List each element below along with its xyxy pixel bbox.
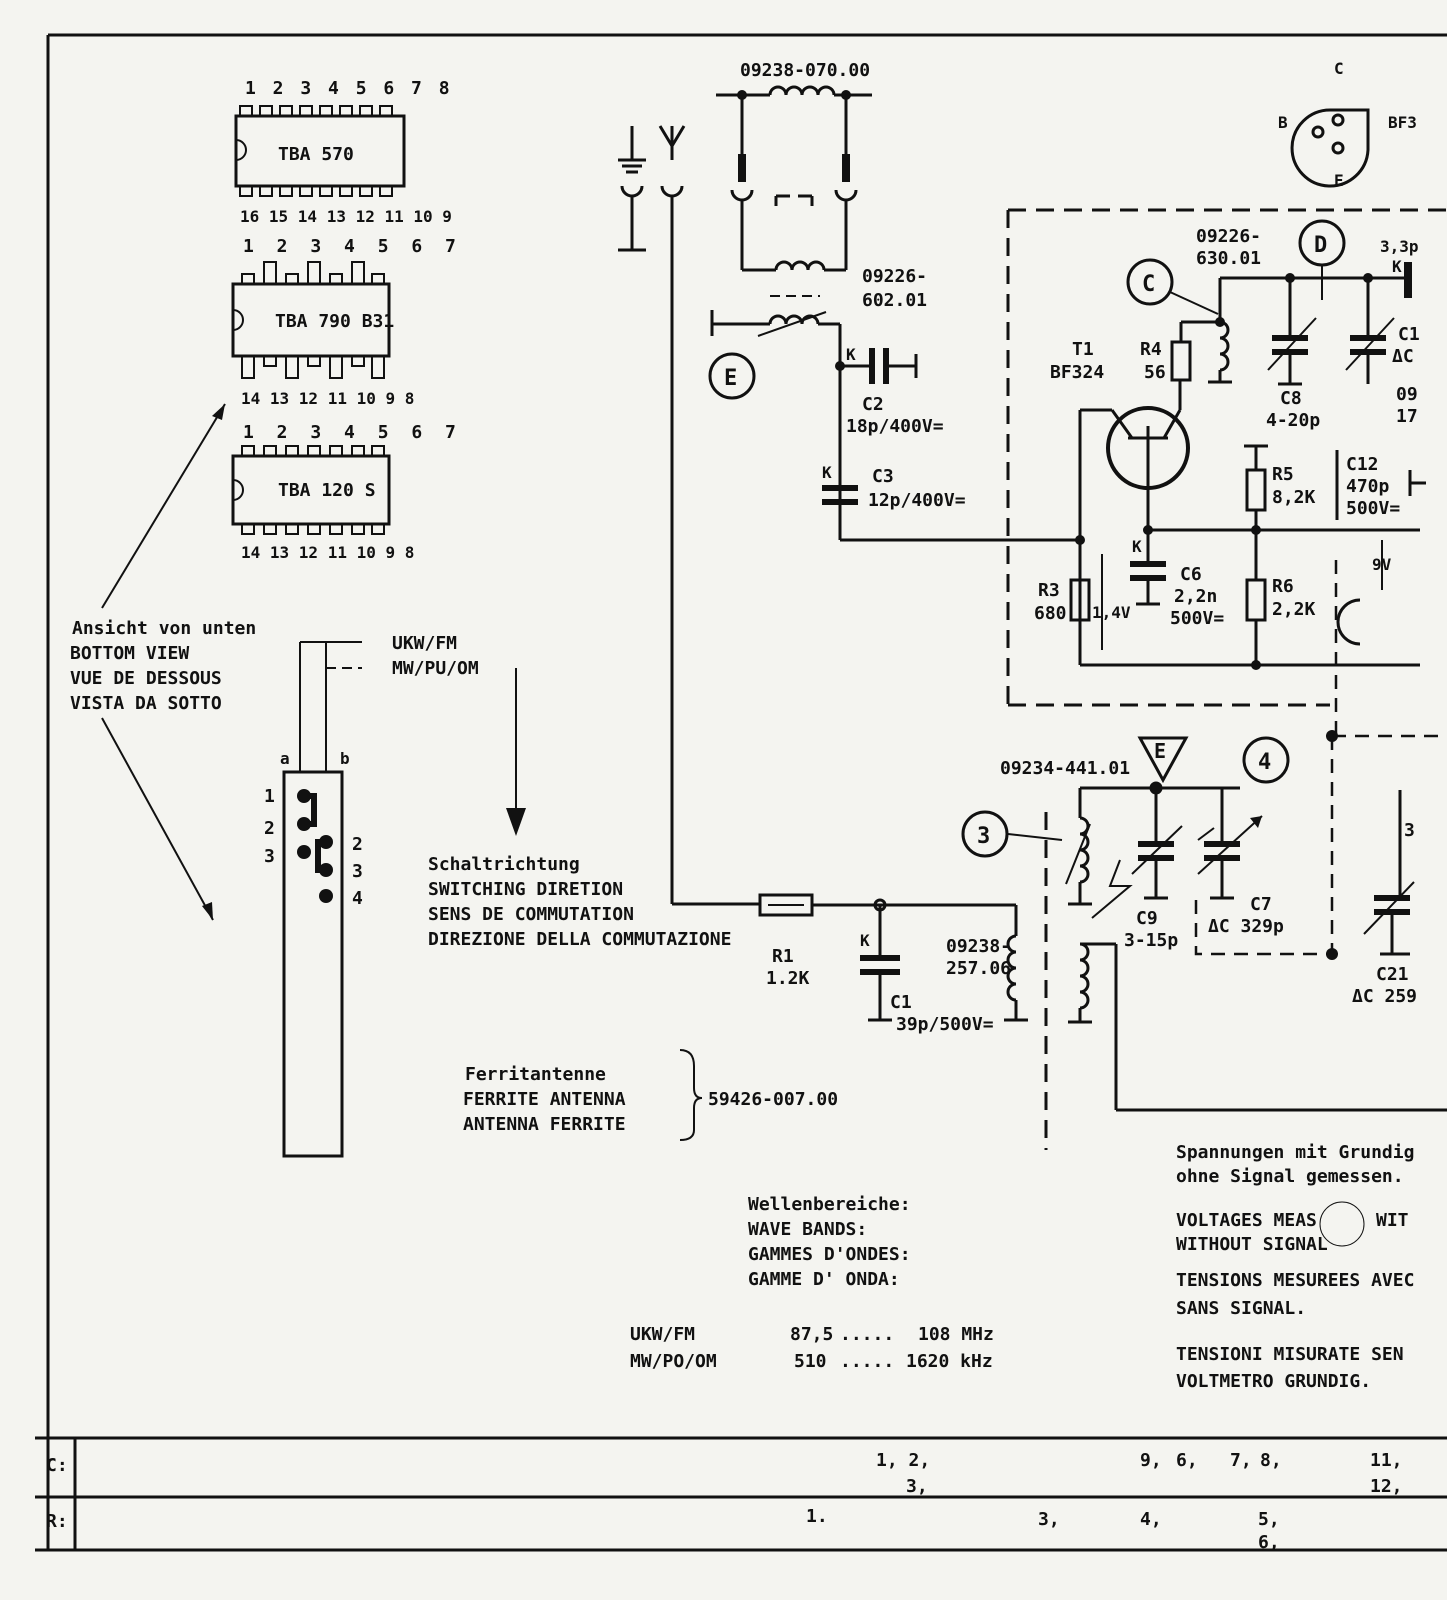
- wavebands-de: Wellenbereiche:: [748, 1194, 911, 1215]
- r3-name: R3: [1038, 580, 1060, 601]
- c8-name: C8: [1280, 388, 1302, 409]
- c6-voltage: 500V=: [1170, 608, 1225, 629]
- ferrite-antenna-note: [463, 1050, 838, 1140]
- resistor-r4: [1140, 322, 1220, 383]
- c1-k-label: K: [860, 931, 870, 950]
- pinout-e: E: [1334, 171, 1344, 190]
- switch-band-fm: UKW/FM: [392, 633, 458, 654]
- voltage-9v-probe: [1336, 540, 1392, 740]
- ic-tba120s: [233, 422, 462, 562]
- voltage-note-en-1b: WIT: [1376, 1210, 1409, 1231]
- r5-name: R5: [1272, 464, 1294, 485]
- r6-name: R6: [1272, 576, 1294, 597]
- coil-09238-070: [716, 60, 872, 270]
- c2-name: C2: [862, 394, 884, 415]
- waveband-row-mw-band: MW/PO/OM: [630, 1351, 717, 1372]
- marker-d: D: [1314, 233, 1328, 258]
- antenna-inputs: [618, 126, 760, 904]
- index-r-3: 4,: [1140, 1509, 1162, 1530]
- direction-it: DIREZIONE DELLA COMMUTAZIONE: [428, 929, 732, 950]
- c3-k-label: K: [822, 463, 832, 482]
- index-c-2: 3,: [906, 1476, 928, 1497]
- c1-name: C1: [890, 992, 912, 1013]
- c8-value: 4-20p: [1266, 410, 1321, 431]
- wave-bands: [630, 1194, 994, 1372]
- switch-right-pin-3: 3: [352, 861, 363, 882]
- coil-602-label-1: 09226-: [862, 266, 928, 287]
- capacitor-right-partial: [1346, 237, 1420, 427]
- waveband-row-mw-dots: .....: [840, 1351, 895, 1372]
- coil-441-label: 09234-441.01: [1000, 758, 1131, 779]
- ic-tba790: [233, 236, 462, 408]
- c2-k-label: K: [846, 345, 856, 364]
- r1-name: R1: [772, 946, 794, 967]
- voltage-note-fr-2: SANS SIGNAL.: [1176, 1298, 1307, 1319]
- switch-col-b: b: [340, 749, 350, 768]
- voltage-note-en-2: WITHOUT SIGNAL: [1176, 1234, 1328, 1255]
- ic-tba570-top-pins: 1 2 3 4 5 6 7 8: [245, 78, 453, 99]
- marker-4: 4: [1258, 750, 1272, 775]
- index-c-7: 11,: [1370, 1450, 1403, 1471]
- coil-09238-257: [946, 905, 1028, 1020]
- r1-value: 1.2K: [766, 968, 810, 989]
- index-c-6: 8,: [1260, 1450, 1282, 1471]
- direction-de: Schaltrichtung: [428, 854, 580, 875]
- ic-tba120s-top-pins: 1 2 3 4 5 6 7: [243, 422, 462, 443]
- c12-name: C12: [1346, 454, 1379, 475]
- voltage-note: [1176, 1142, 1414, 1392]
- pinout-b: B: [1278, 113, 1288, 132]
- c3-value: 12p/400V=: [868, 490, 966, 511]
- index-r-5: 6,: [1258, 1532, 1280, 1553]
- c21-value: ΔC 259: [1352, 986, 1418, 1007]
- voltage-note-fr-1: TENSIONS MESUREES AVEC: [1176, 1270, 1415, 1291]
- waveband-row-fm-from: 87,5: [790, 1324, 834, 1345]
- switch-col-a: a: [280, 749, 290, 768]
- capacitor-c12: [1337, 450, 1426, 520]
- index-c-8: 12,: [1370, 1476, 1403, 1497]
- c12-value: 470p: [1346, 476, 1390, 497]
- c-right-delta: ΔC: [1392, 346, 1414, 367]
- c-right-k: K: [1392, 257, 1402, 276]
- ferrite-en: FERRITE ANTENNA: [463, 1089, 626, 1110]
- c7-name: C7: [1250, 894, 1272, 915]
- ic-tba570-bottom-pins: 16 15 14 13 12 11 10 9: [240, 207, 452, 226]
- coil-257-label-2: 257.06: [946, 958, 1012, 979]
- switch-left-pin-2: 2: [264, 818, 275, 839]
- t1-type: BF324: [1050, 362, 1105, 383]
- wavebands-fr: GAMMES D'ONDES:: [748, 1244, 911, 1265]
- r4-value: 56: [1144, 362, 1166, 383]
- wavebands-it: GAMME D' ONDA:: [748, 1269, 900, 1290]
- c-right-name: C1: [1398, 324, 1420, 345]
- wavebands-en: WAVE BANDS:: [748, 1219, 868, 1240]
- c7-value: ΔC 329p: [1208, 916, 1284, 937]
- switching-direction: [428, 668, 731, 950]
- ferrite-part: 59426-007.00: [708, 1089, 839, 1110]
- resistor-r6: [1247, 576, 1316, 670]
- voltage-note-de-1: Spannungen mit Grundig: [1176, 1142, 1415, 1163]
- ic-tba790-name: TBA 790 B31: [275, 311, 395, 332]
- c9-value: 3-15p: [1124, 930, 1179, 951]
- capacitor-c21: [1326, 730, 1447, 1007]
- index-r-4: 5,: [1258, 1509, 1280, 1530]
- waveband-row-fm-band: UKW/FM: [630, 1324, 696, 1345]
- t1-name: T1: [1072, 339, 1094, 360]
- rf-stage-shield: [1008, 210, 1447, 705]
- c21-name: C21: [1376, 964, 1409, 985]
- c-right-part-2: 17: [1396, 406, 1418, 427]
- index-r-label: R:: [46, 1511, 68, 1532]
- coil-09234-441: [963, 738, 1447, 1150]
- capacitor-c7: [1196, 788, 1332, 954]
- c-right-value: 3,3p: [1380, 237, 1419, 256]
- c9-name: C9: [1136, 908, 1158, 929]
- waveband-row-fm-dots: .....: [840, 1324, 895, 1345]
- voltage-note-it-2: VOLTMETRO GRUNDIG.: [1176, 1371, 1372, 1392]
- bottom-view-de: Ansicht von unten: [72, 618, 257, 639]
- c1-value: 39p/500V=: [896, 1014, 994, 1035]
- switch-left-pin-1: 1: [264, 786, 275, 807]
- voltage-1-4v: 1,4V: [1092, 603, 1131, 622]
- r5-value: 8,2K: [1272, 487, 1316, 508]
- pinout-c: C: [1334, 59, 1344, 78]
- c6-k-label: K: [1132, 537, 1142, 556]
- index-c-3: 9,: [1140, 1450, 1162, 1471]
- coil-602-label-2: 602.01: [862, 290, 928, 311]
- coil-630-label-2: 630.01: [1196, 248, 1262, 269]
- index-r-2: 3,: [1038, 1509, 1060, 1530]
- index-c-5: 7,: [1230, 1450, 1252, 1471]
- bottom-view-en: BOTTOM VIEW: [70, 643, 190, 664]
- transistor-pinout: [1278, 59, 1417, 190]
- c6-name: C6: [1180, 564, 1202, 585]
- resistor-r3: [1034, 554, 1420, 665]
- voltage-9v: 9V: [1372, 555, 1392, 574]
- bottom-view-it: VISTA DA SOTTO: [70, 693, 222, 714]
- waveband-row-fm-to: 108 MHz: [918, 1324, 994, 1345]
- ferrite-de: Ferritantenne: [465, 1064, 606, 1085]
- coil-257-label-1: 09238-: [946, 936, 1012, 957]
- capacitor-c3: [822, 463, 1080, 540]
- direction-en: SWITCHING DIRETION: [428, 879, 624, 900]
- ic-tba570: [236, 78, 453, 226]
- switch-band-mw: MW/PU/OM: [392, 658, 479, 679]
- ferrite-it: ANTENNA FERRITE: [463, 1114, 626, 1135]
- ic-tba790-top-pins: 1 2 3 4 5 6 7: [243, 236, 462, 257]
- ic-tba120s-bottom-pins: 14 13 12 11 10 9 8: [241, 543, 415, 562]
- c6-value: 2,2n: [1174, 586, 1218, 607]
- marker-e: E: [724, 366, 738, 391]
- r6-value: 2,2K: [1272, 599, 1316, 620]
- c12-voltage: 500V=: [1346, 498, 1401, 519]
- waveband-row-mw-to: 1620 kHz: [906, 1351, 993, 1372]
- r4-name: R4: [1140, 339, 1162, 360]
- index-c-label: C:: [46, 1455, 68, 1476]
- index-c-4: 6,: [1176, 1450, 1198, 1471]
- voltage-note-en-1: VOLTAGES MEAS: [1176, 1210, 1317, 1231]
- index-c-1: 1, 2,: [876, 1450, 931, 1471]
- switch-left-pin-3: 3: [264, 846, 275, 867]
- voltage-note-it-1: TENSIONI MISURATE SEN: [1176, 1344, 1404, 1365]
- direction-fr: SENS DE COMMUTATION: [428, 904, 634, 925]
- coil-630-label-1: 09226-: [1196, 226, 1262, 247]
- bottom-view-note: [70, 404, 256, 920]
- partial-3: 3: [1404, 820, 1415, 841]
- ic-tba570-name: TBA 570: [278, 144, 354, 165]
- bottom-view-fr: VUE DE DESSOUS: [70, 668, 222, 689]
- r3-value: 680: [1034, 603, 1067, 624]
- capacitor-c8: [1266, 273, 1320, 431]
- coil-top-label: 09238-070.00: [740, 60, 871, 81]
- ic-tba790-bottom-pins: 14 13 12 11 10 9 8: [241, 389, 415, 408]
- waveband-row-mw-from: 510: [794, 1351, 827, 1372]
- capacitor-c9: [1124, 783, 1182, 951]
- voltage-note-de-2: ohne Signal gemessen.: [1176, 1166, 1404, 1187]
- ic-tba120s-name: TBA 120 S: [278, 480, 376, 501]
- c-right-part-1: 09: [1396, 384, 1418, 405]
- c2-value: 18p/400V=: [846, 416, 944, 437]
- index-r-1: 1.: [806, 1506, 828, 1527]
- switch-right-pin-4: 4: [352, 888, 363, 909]
- index-table: [46, 1450, 1403, 1553]
- marker-c: C: [1142, 272, 1156, 297]
- switch-right-pin-2: 2: [352, 834, 363, 855]
- pinout-type: BF3: [1388, 113, 1417, 132]
- c3-name: C3: [872, 466, 894, 487]
- resistor-r5: [1244, 446, 1316, 580]
- marker-e-triangle: E: [1154, 739, 1167, 763]
- marker-3: 3: [977, 824, 991, 849]
